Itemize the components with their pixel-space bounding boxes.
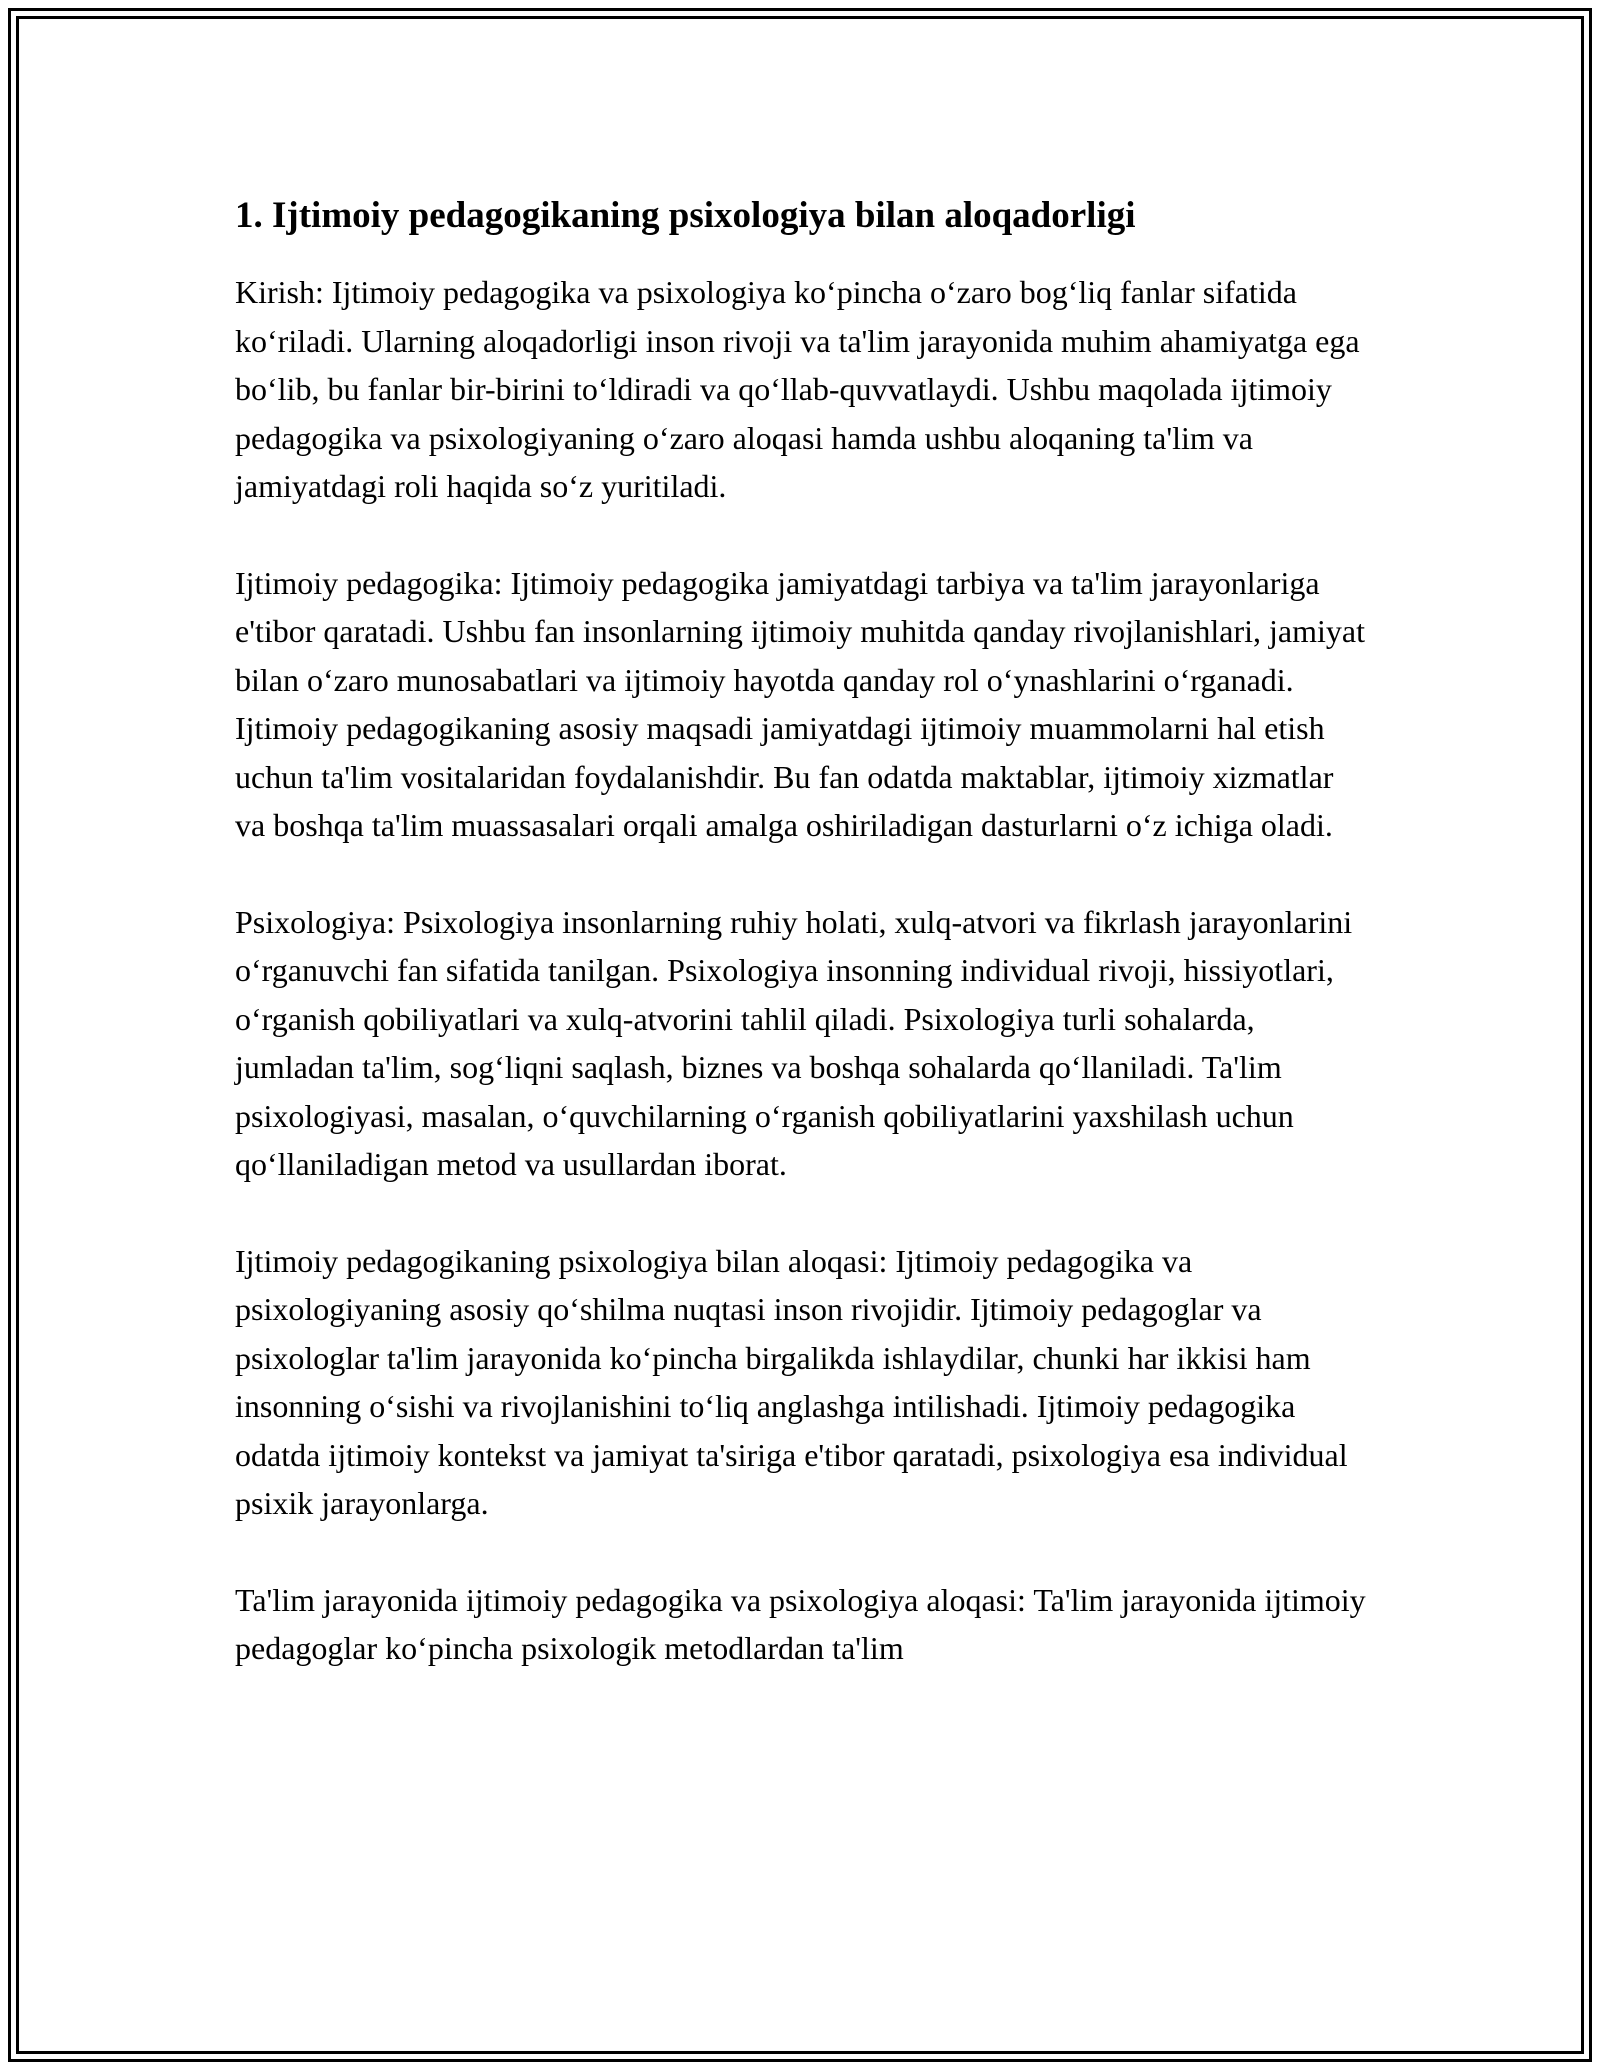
document-body <box>235 186 1370 1721</box>
paragraph-psychology: Psixologiya: Psixologiya insonlarning ruhiy holati, xulq-atvori va fikrlash jarayonlarini o‘rganuvchi fan sifatida tanilgan. Psixologiya insonning individual rivoji, hissiyotlari, o‘rganish qobiliyatlari va xulq-atvorini tahlil qiladi. Psixologiya turli sohalarda, jumladan ta'lim, sog‘liqni saqlash, biznes va boshqa sohalarda qo‘llaniladi. Ta'lim psixologiyasi, masalan, o‘quvchilarning o‘rganish qobiliyatlarini yaxshilash uchun qo‘llaniladigan metod va usullardan iborat. <box>235 903 1353 1182</box>
paragraph-introduction: Kirish: Ijtimoiy pedagogika va psixologiya ko‘pincha o‘zaro bog‘liq fanlar sifatida ko‘riladi. Ularning aloqadorligi inson rivoji va ta'lim jarayonida muhim ahamiyatga ega bo‘lib, bu fanlar bir-birini to‘ldiradi va qo‘llab-quvvatlaydi. Ushbu maqolada ijtimoiy pedagogika va psixologiyaning o‘zaro aloqasi hamda ushbu aloqaning ta'lim va jamiyatdagi roli haqida so‘z yuritiladi. <box>235 274 1360 504</box>
paragraph-education-process: Ta'lim jarayonida ijtimoiy pedagogika va psixologiya aloqasi: Ta'lim jarayonida ijtimoiy pedagoglar ko‘pincha psixologik metodlardan ta'lim <box>235 1581 1366 1666</box>
paragraph-social-pedagogy: Ijtimoiy pedagogika: Ijtimoiy pedagogika jamiyatdagi tarbiya va ta'lim jarayonlariga e'tibor qaratadi. Ushbu fan insonlarning ijtimoiy muhitda qanday rivojlanishlari, jamiyat bilan o‘zaro munosabatlari va ijtimoiy hayotda qanday rol o‘ynashlarini o‘rganadi. Ijtimoiy pedagogikaning asosiy maqsadi jamiyatdagi ijtimoiy muammolarni hal etish uchun ta'lim vositalaridan foydalanishdir. Bu fan odatda maktablar, ijtimoiy xizmatlar va boshqa ta'lim muassasalari orqali amalga oshiriladigan dasturlarni o‘z ichiga oladi. <box>235 564 1365 843</box>
document-title: 1. Ijtimoiy pedagogikaning psixologiya bilan aloqadorligi <box>235 195 1136 236</box>
paragraph-relationship: Ijtimoiy pedagogikaning psixologiya bilan aloqasi: Ijtimoiy pedagogika va psixologiyaning asosiy qo‘shilma nuqtasi inson rivojidir. Ijtimoiy pedagoglar va psixologlar ta'lim jarayonida ko‘pincha birgalikda ishlaydilar, chunki har ikkisi ham insonning o‘sishi va rivojlanishini to‘liq anglashga intilishadi. Ijtimoiy pedagogika odatda ijtimoiy kontekst va jamiyat ta'siriga e'tibor qaratadi, psixologiya esa individual psixik jarayonlarga. <box>235 1242 1348 1521</box>
